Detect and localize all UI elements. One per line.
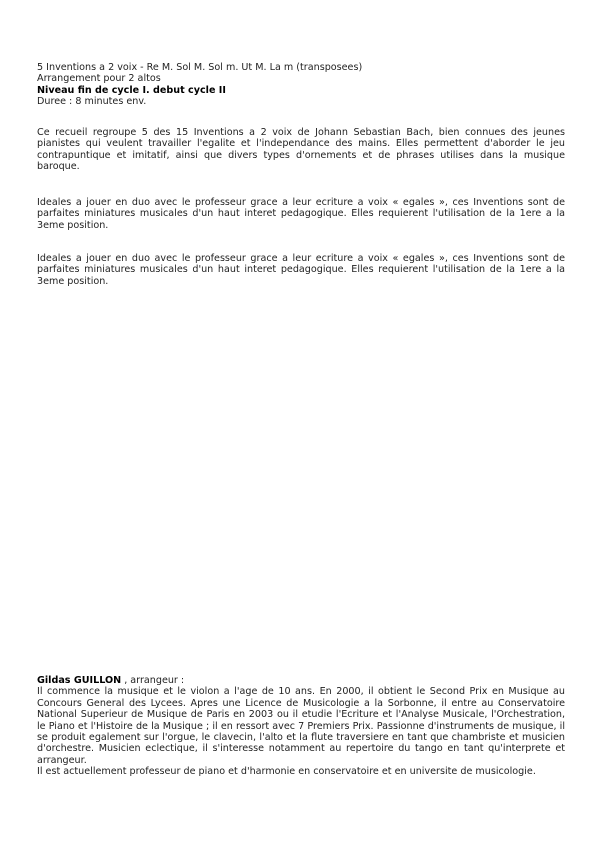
description-paragraph: Ce recueil regroupe 5 des 15 Inventions a 2 voix de Johann Sebastian Bach, bien connues des jeunes pianistes qui veulent travailler l'egalite et l'independance des mains. Elles permettent d'aborder le jeu contrapuntique et imitatif, ainsi que divers types d'ornements et de phrases utilises dans la musique baroque. (37, 127, 565, 173)
title-line: 5 Inventions a 2 voix - Re M. Sol M. Sol m. Ut M. La m (transposees) (37, 62, 363, 73)
duo-paragraph: Ideales a jouer en duo avec le professeur grace a leur ecriture a voix « egales », ces Inventions sont de parfaites miniatures musicales d'un haut interet pedagogique. Elles requierent l'utilisation de la 1ere a la 3eme position. (37, 253, 565, 287)
bio-heading (37, 675, 565, 686)
arranger-name: Gildas GUILLON (37, 675, 122, 686)
arrangement-line: Arrangement pour 2 altos (37, 73, 161, 85)
pedagogy-paragraph: Ideales a jouer en duo avec le professeur grace a leur ecriture a voix « egales », ces Inventions sont de parfaites miniatures musicales d'un haut interet pedagogique. Elles requierent l'utilisation de la 1ere a la 3eme position. (37, 197, 565, 231)
duration-line: Duree : 8 minutes env. (37, 95, 147, 107)
arranger-role: , arrangeur : (121, 675, 185, 686)
bio-text: Il commence la musique et le violon a l'age de 10 ans. En 2000, il obtient le Second Prix en Musique au Concours General des Lycees. Apres une Licence de Musicologie a la Sorbonne, il entre au Conservatoire National Superieur de Musique de Paris en 2003 ou il etudie l'Ecriture et l'Analyse Musicale, l'Orchestration, le Piano et l'Histoire de la Musique ; il en ressort avec 7 Premiers Prix. Passionne d'instruments de musique, il se produit egalement sur l'orgue, le clavecin, l'alto et la flute traversiere en tant que chambriste et musicien d'orchestre. Musicien eclectique, il s'interesse notamment au repertoire du tango en tant qu'interprete et arrangeur. (37, 686, 565, 766)
bio-text-current: Il est actuellement professeur de piano et d'harmonie en conservatoire et en universite de musicologie. (37, 766, 536, 778)
arranger-bio (37, 675, 565, 778)
header-block (37, 62, 565, 107)
level-line: Niveau fin de cycle I. debut cycle II (37, 84, 226, 96)
